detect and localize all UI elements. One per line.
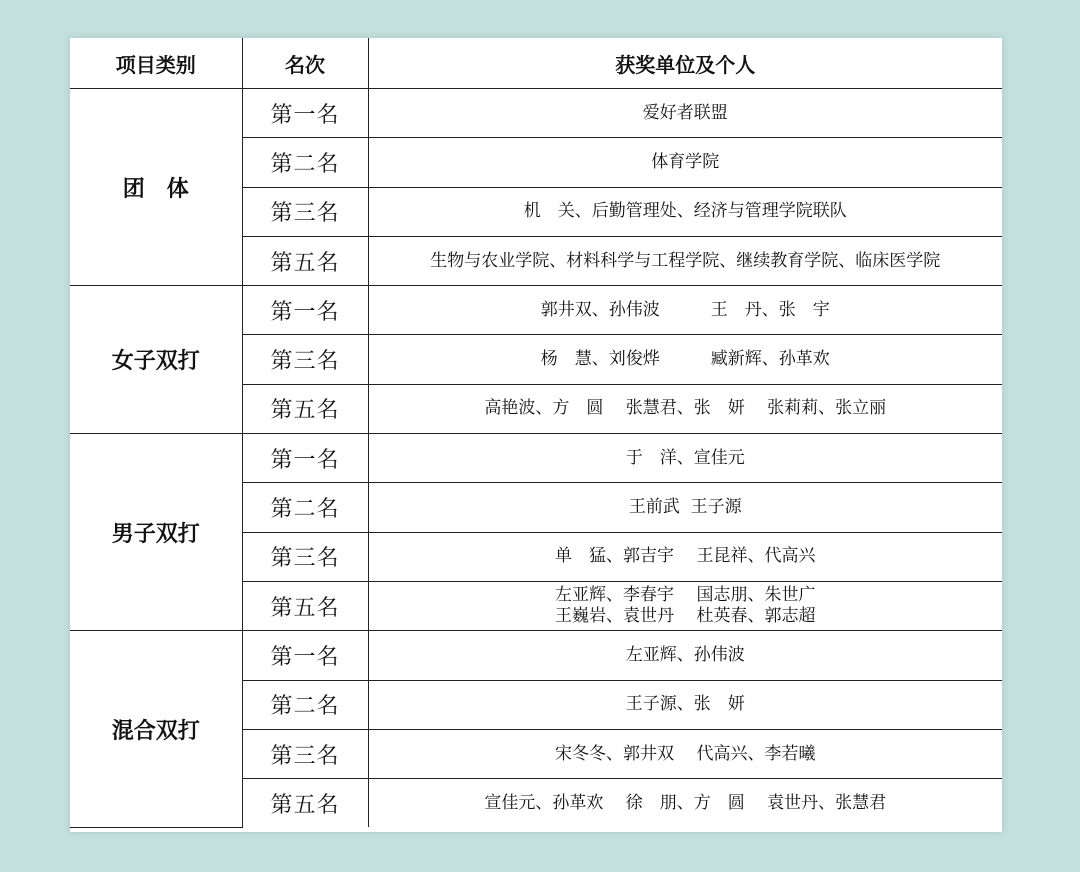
table-row [70,89,1002,138]
rank-cell: 第三名 [242,532,368,581]
table-row [70,631,1002,680]
winners-cell: 左亚辉、孙伟波 [368,631,1002,680]
winners-cell: 王子源、张 妍 [368,680,1002,729]
table-row [70,434,1002,483]
rank-cell: 第三名 [242,187,368,236]
rank-cell: 第二名 [242,483,368,532]
category-cell-womens-doubles: 女子双打 [70,286,242,434]
header-category: 项目类别 [70,38,242,89]
winners-cell: 宣佳元、孙革欢 徐 朋、方 圆 袁世丹、张慧君 [484,792,887,813]
category-cell-team: 团 体 [70,89,242,286]
rank-cell: 第三名 [242,729,368,778]
rank-cell: 第一名 [242,286,368,335]
winners-cell: 王前武 王子源 [368,483,1002,532]
rank-cell: 第三名 [242,335,368,384]
category-cell-mens-doubles: 男子双打 [70,434,242,631]
category-cell-mixed-doubles: 混合双打 [70,631,242,828]
awards-table [70,38,1002,828]
winners-cell: 杨 慧、刘俊烨 臧新辉、孙革欢 [368,335,1002,384]
rank-cell: 第五名 [242,384,368,433]
rank-cell: 第五名 [242,236,368,285]
rank-cell: 第五名 [242,581,368,630]
winners-cell: 左亚辉、李春宇 国志朋、朱世广 王巍岩、袁世丹 杜英春、郭志超 [368,581,1002,630]
winners-cell: 郭井双、孙伟波 王 丹、张 宇 [368,286,1002,335]
header-winners: 获奖单位及个人 [368,38,1002,89]
document-page [70,38,1002,832]
table-row [70,286,1002,335]
header-rank: 名次 [242,38,368,89]
rank-cell: 第一名 [242,434,368,483]
rank-cell: 第二名 [242,680,368,729]
rank-cell: 第一名 [242,631,368,680]
table-header-row [70,38,1002,89]
winners-cell: 单 猛、郭吉宇 王昆祥、代高兴 [368,532,1002,581]
winners-cell: 生物与农业学院、材料科学与工程学院、继续教育学院、临床医学院 [368,236,1002,285]
rank-cell: 第二名 [242,138,368,187]
winners-cell: 机 关、后勤管理处、经济与管理学院联队 [368,187,1002,236]
winners-cell: 宋冬冬、郭井双 代高兴、李若曦 [368,729,1002,778]
winners-cell: 于 洋、宣佳元 [368,434,1002,483]
winners-cell: 体育学院 [368,138,1002,187]
winners-cell: 爱好者联盟 [368,89,1002,138]
winners-cell: 高艳波、方 圆 张慧君、张 妍 张莉莉、张立丽 [368,384,1002,433]
rank-cell: 第五名 [242,779,368,828]
rank-cell: 第一名 [242,89,368,138]
